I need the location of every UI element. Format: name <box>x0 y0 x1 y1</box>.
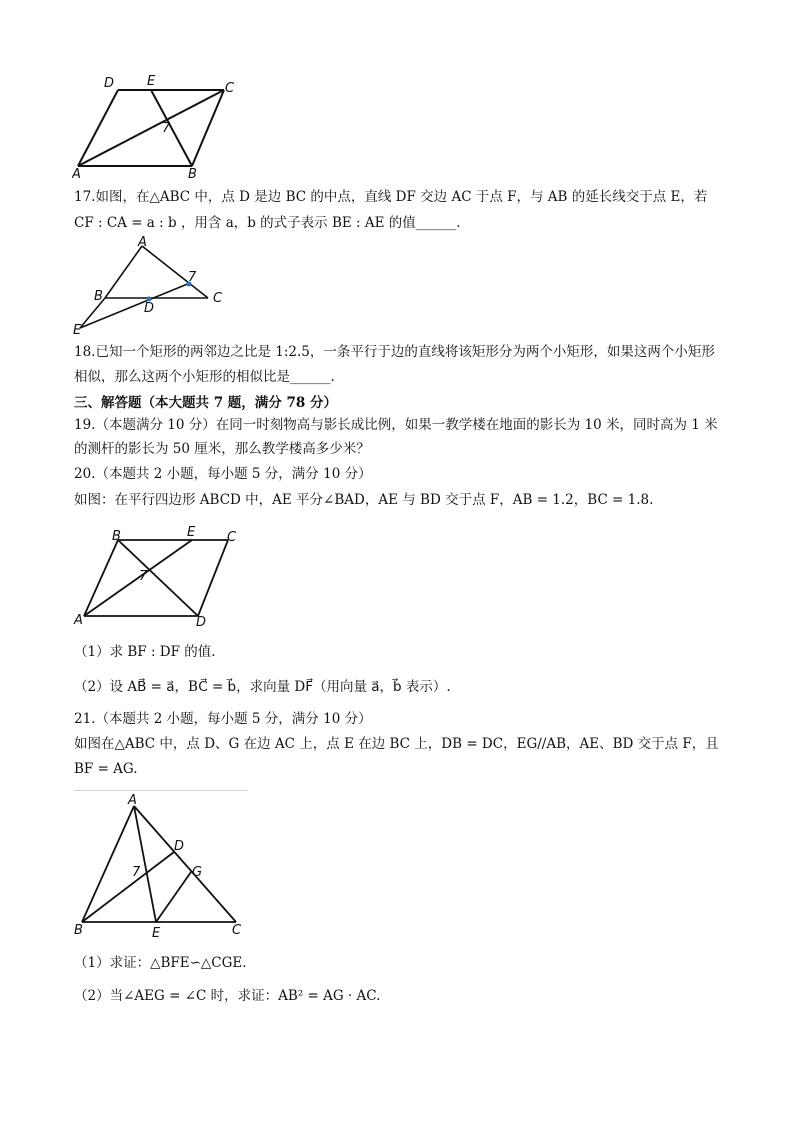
q20-stem: 如图：在平行四边形 ABCD 中，AE 平分∠BAD，AE 与 BD 交于点 F，AB = 1.2，BC = 1.8. <box>74 492 654 508</box>
q19-line1: 19.（本题满分 10 分）在同一时刻物高与影长成比例，如果一教学楼在地面的影长为 10 米，同时高为 1 米 <box>74 417 718 433</box>
label-F: 7 <box>188 270 197 285</box>
label-E: E <box>152 926 161 941</box>
label-D: D <box>174 839 185 854</box>
q21-stem-line1: 如图在△ABC 中，点 D、G 在边 AC 上，点 E 在边 BC 上，DB = DC，EG//AB，AE、BD 交于点 F，且 <box>74 736 719 752</box>
q19-line2: 的测杆的影长为 50 厘米，那么教学楼高多少米？ <box>74 441 370 457</box>
label-A: A <box>74 613 83 628</box>
figure-lines <box>84 540 228 616</box>
label-D: D <box>196 615 207 630</box>
q21-stem-line2: BF = AG. <box>74 761 138 777</box>
q18-line1: 18.已知一个矩形的两邻边之比是 1:2.5，一条平行于边的直线将该矩形分为两个小矩形，如果这两个小矩形 <box>74 344 715 360</box>
q21-part1: （1）求证：△BFE∽△CGE. <box>74 955 247 971</box>
label-E: E <box>147 74 156 89</box>
q21-part2: （2）当∠AEG = ∠C 时，求证：AB² = AG · AC. <box>74 988 381 1004</box>
label-B: B <box>188 167 197 182</box>
label-F: 7 <box>139 569 148 584</box>
label-B: B <box>94 289 103 304</box>
q17-line1: 17.如图，在△ABC 中，点 D 是边 BC 的中点，直线 DF 交边 AC 于点 F，与 AB 的延长线交于点 E，若 <box>74 189 708 205</box>
section-heading: 三、解答题（本大题共 7 题，满分 78 分） <box>74 395 337 411</box>
label-E: E <box>73 323 82 336</box>
figure-parallelogram-q20 <box>72 524 242 634</box>
label-G: G <box>192 865 203 880</box>
label-B: B <box>74 923 83 938</box>
label-C: C <box>225 81 235 96</box>
q20-heading: 20.（本题共 2 小题，每小题 5 分，满分 10 分） <box>74 466 372 482</box>
label-A: A <box>128 793 137 808</box>
label-F: 7 <box>162 121 171 136</box>
label-D: D <box>104 76 115 91</box>
q18-line2: 相似，那么这两个小矩形的相似比是______. <box>74 369 335 385</box>
label-B: B <box>112 529 121 544</box>
q20-part2: （2）设 AB⃗ = a⃗，BC⃗ = b⃗，求向量 DF⃗（用向量 a⃗，b⃗ 表示）. <box>74 679 451 695</box>
figure-triangle-q21 <box>72 792 252 942</box>
figure-lines <box>78 90 224 166</box>
figure-lines <box>82 806 236 922</box>
label-D: D <box>144 301 155 316</box>
label-C: C <box>213 291 223 306</box>
figure-parallelogram-1 <box>72 72 242 182</box>
q17-line2: CF : CA = a : b ，用含 a，b 的式子表示 BE : AE 的值______. <box>74 215 461 231</box>
figure-triangle-q17 <box>72 236 232 336</box>
label-A: A <box>138 236 147 250</box>
label-E: E <box>187 525 196 540</box>
label-C: C <box>227 530 237 545</box>
label-F: 7 <box>132 865 141 880</box>
q21-heading: 21.（本题共 2 小题，每小题 5 分，满分 10 分） <box>74 711 372 727</box>
label-A: A <box>72 167 81 182</box>
divider <box>74 790 248 791</box>
q20-part1: （1）求 BF : DF 的值. <box>74 644 216 660</box>
label-C: C <box>232 923 242 938</box>
